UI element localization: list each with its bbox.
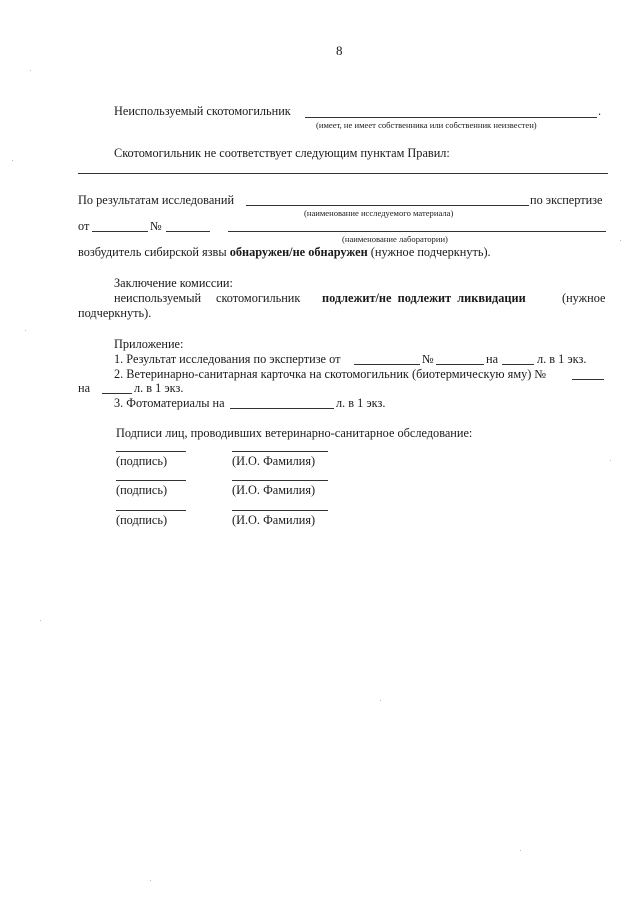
date-field[interactable] [92,231,148,232]
unused-burial-label: Неиспользуемый скотомогильник [114,104,291,118]
conclusion-heading: Заключение комиссии: [114,276,233,290]
appendix-item3-sheets-field[interactable] [230,408,334,409]
scan-speck [150,880,151,881]
signature-caption-3: (подпись) [116,513,168,527]
owner-status-trail: . [598,104,602,118]
name-field-1[interactable] [232,451,328,452]
signature-caption-1: (подпись) [116,454,168,468]
appendix-item1-sheets-field[interactable] [502,364,534,365]
signature-field-2[interactable] [116,480,186,481]
owner-status-hint: (имеет, не имеет собственника или собственник неизвестен) [316,120,537,130]
appendix-item3-b: л. в 1 экз. [336,396,386,410]
scan-speck [40,620,41,621]
scan-speck [520,850,521,851]
appendix-item2-b: на [78,381,91,395]
scan-speck [380,700,381,701]
result-suffix: (нужное подчеркнуть). [370,245,491,259]
appendix-item2-c: л. в 1 экз. [134,381,184,395]
appendix-item1-number-field[interactable] [436,364,484,365]
material-hint: (наименование исследуемого материала) [304,208,454,218]
scan-speck [620,240,621,241]
result-options: обнаружен/не обнаружен [229,245,368,259]
signatures-heading: Подписи лиц, проводивших ветеринарно-санитарное обследование: [116,426,473,440]
number-field[interactable] [166,231,210,232]
result-prefix: возбудитель сибирской язвы [78,245,227,259]
appendix-item1-d: л. в 1 экз. [537,352,587,366]
conclusion-tail: (нужное [562,291,606,305]
appendix-item1-date-field[interactable] [354,364,420,365]
conclusion-line2: подчеркнуть). [78,306,152,320]
scan-speck [30,70,31,71]
appendix-item1-b: № [422,352,434,366]
from-label: от [78,219,90,233]
result-line [78,246,491,258]
laboratory-field[interactable] [228,231,606,232]
name-caption-3: (И.О. Фамилия) [232,513,316,527]
signature-caption-2: (подпись) [116,483,168,497]
rules-points-field[interactable] [78,173,608,174]
appendix-item2-a: 2. Ветеринарно-санитарная карточка на скотомогильник (биотермическую яму) № [114,367,547,381]
conclusion-w2: скотомогильник [216,291,301,305]
scan-speck [25,330,26,331]
name-caption-2: (И.О. Фамилия) [232,483,316,497]
rules-noncompliance-label: Скотомогильник не соответствует следующим пунктам Правил: [114,146,450,160]
number-label: № [150,219,162,233]
scan-speck [12,160,13,161]
laboratory-hint: (наименование лаборатории) [342,234,448,244]
research-suffix: по экспертизе [530,193,603,207]
appendix-item3-a: 3. Фотоматериалы на [114,396,225,410]
appendix-item1-c: на [486,352,499,366]
name-field-3[interactable] [232,510,328,511]
page-number: 8 [336,43,343,58]
research-prefix: По результатам исследований [78,193,235,207]
name-field-2[interactable] [232,480,328,481]
appendix-item2-sheets-field[interactable] [102,393,132,394]
appendix-item1-a: 1. Результат исследования по экспертизе от [114,352,341,366]
signature-field-1[interactable] [116,451,186,452]
signature-field-3[interactable] [116,510,186,511]
name-caption-1: (И.О. Фамилия) [232,454,316,468]
material-field[interactable] [246,205,529,206]
scan-speck [610,460,611,461]
conclusion-options: подлежит/не подлежит ликвидации [322,291,526,305]
appendix-item2-number-field[interactable] [572,379,604,380]
conclusion-w1: неиспользуемый [114,291,202,305]
appendix-heading: Приложение: [114,337,184,351]
owner-status-field[interactable] [305,117,597,118]
